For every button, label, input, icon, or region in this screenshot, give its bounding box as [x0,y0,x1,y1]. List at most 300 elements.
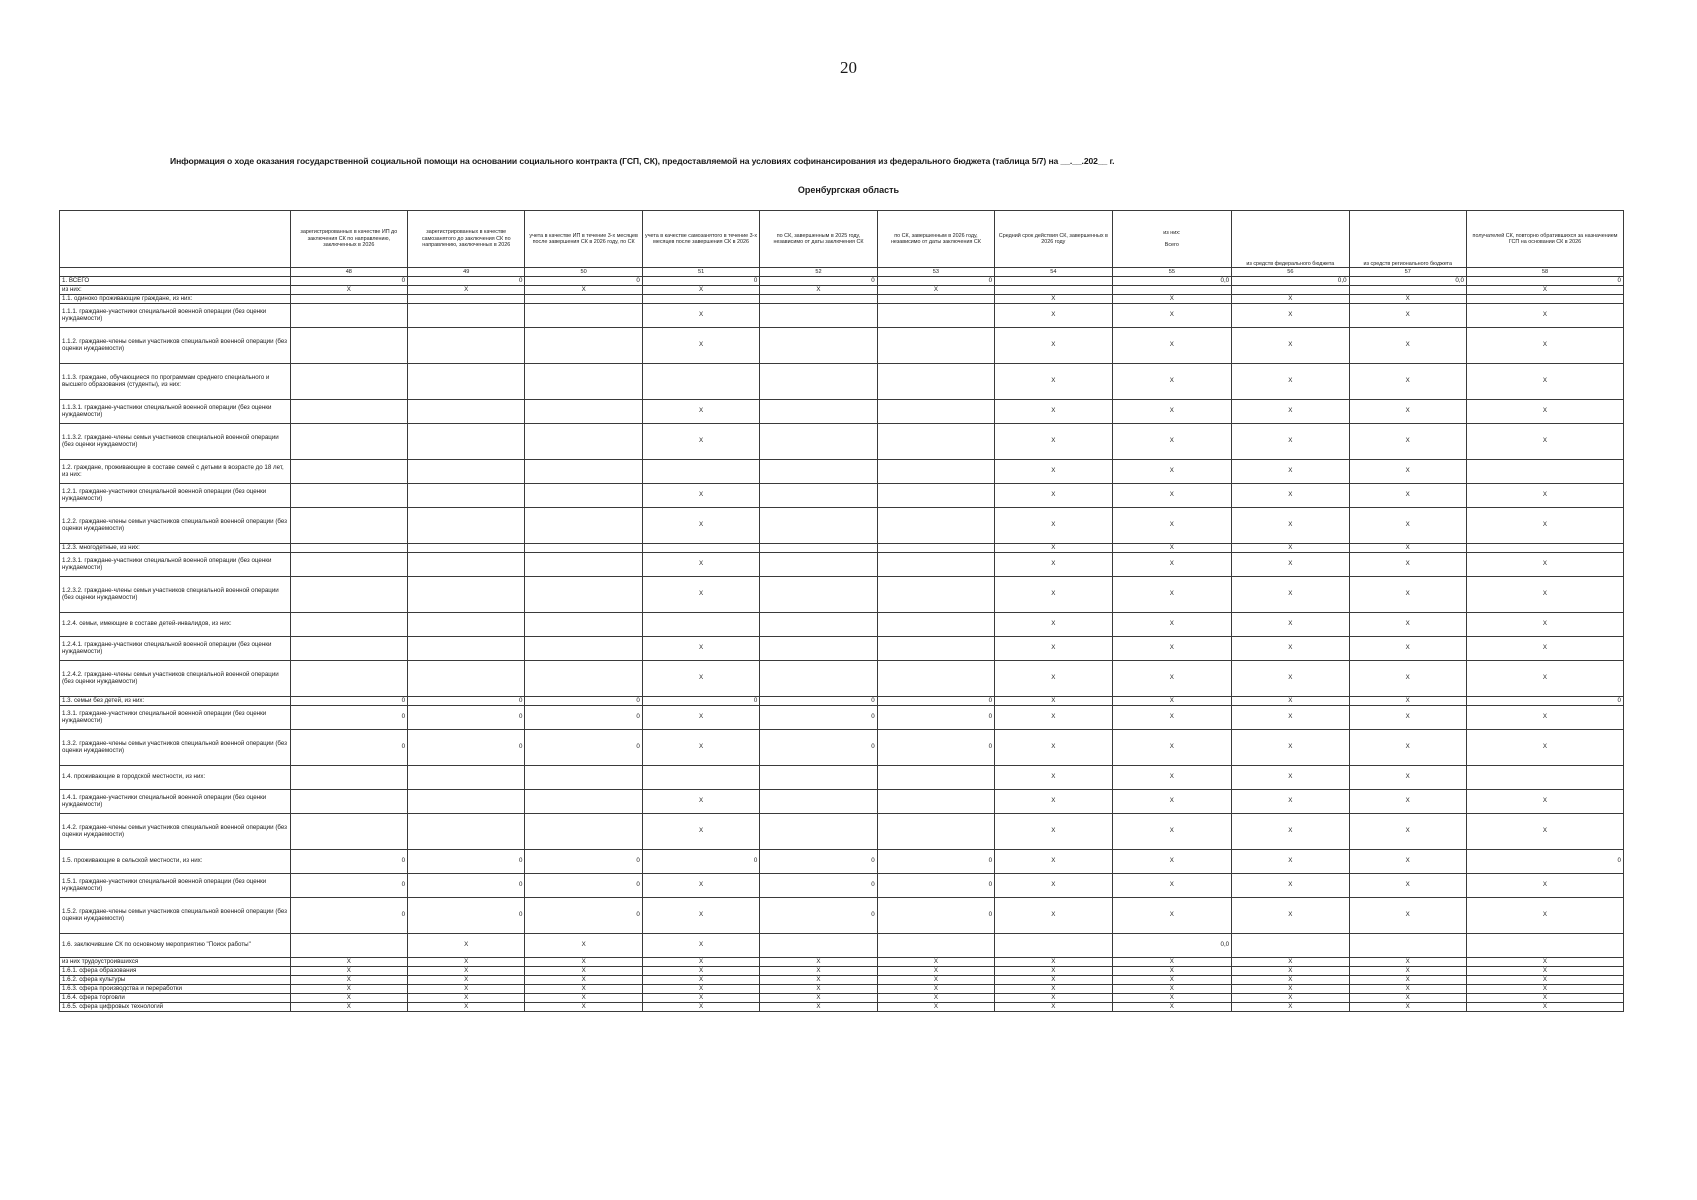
table-cell [525,766,642,790]
table-cell: X [1112,364,1232,400]
table-cell: X [1349,508,1466,544]
table-cell [408,553,525,577]
table-row [60,661,1624,697]
table-cell: X [1232,364,1349,400]
row-label: 1.1.2. граждане-члены семьи участников специальной военной операции (без оценки нуждаемости) [60,328,291,364]
table-cell: X [1112,958,1232,967]
table-cell [760,460,877,484]
table-cell: 0 [1466,697,1623,706]
table-cell: X [1466,1003,1623,1012]
table-cell [408,304,525,328]
table-cell: X [1466,400,1623,424]
table-cell: X [1349,994,1466,1003]
table-cell: X [642,730,759,766]
table-cell: X [525,958,642,967]
table-cell: X [408,286,525,295]
table-cell: X [642,577,759,613]
table-cell: X [995,553,1112,577]
row-label: 1.1.3.2. граждане-члены семьи участников специальной военной операции (без оценки нуждаемости) [60,424,291,460]
table-row [60,613,1624,637]
table-cell: 0 [642,277,759,286]
table-cell [290,613,407,637]
table-cell [290,544,407,553]
table-cell: X [1232,661,1349,697]
table-cell [877,424,994,460]
table-cell: 0 [642,697,759,706]
table-cell: X [995,613,1112,637]
table-cell [642,766,759,790]
col-number: 58 [1466,268,1623,277]
table-cell: X [760,286,877,295]
table-cell [290,484,407,508]
table-cell [408,766,525,790]
table-cell: X [1466,424,1623,460]
table-cell [525,328,642,364]
table-cell: X [642,553,759,577]
header-col-51: учета в качестве самозанятого в течение 3-х месяцев после завершения СК в 2026 [642,211,759,268]
table-cell: X [995,637,1112,661]
col-number: 57 [1349,268,1466,277]
table-cell [995,277,1112,286]
table-cell [760,934,877,958]
table-cell: X [1466,613,1623,637]
table-cell: X [1349,577,1466,613]
header-blank [60,211,291,268]
table-cell: X [1466,790,1623,814]
table-cell: 0 [408,697,525,706]
table-cell [877,304,994,328]
table-cell [760,577,877,613]
table-cell: X [1349,898,1466,934]
table-cell: X [642,976,759,985]
table-cell: X [1112,994,1232,1003]
table-cell: X [1349,544,1466,553]
table-cell: X [1349,295,1466,304]
table-cell [408,544,525,553]
table-cell: X [995,850,1112,874]
table-cell: X [1232,697,1349,706]
table-cell [760,790,877,814]
row-label: 1.6.2. сфера культуры [60,976,291,985]
table-cell: X [1112,484,1232,508]
table-row [60,874,1624,898]
table-cell [877,577,994,613]
table-cell: X [1112,985,1232,994]
table-cell: 0 [290,874,407,898]
table-cell: X [1232,553,1349,577]
table-cell: 0 [525,850,642,874]
table-cell [877,508,994,544]
table-cell: X [525,1003,642,1012]
table-cell: X [995,874,1112,898]
table-row [60,544,1624,553]
table-cell: X [1232,577,1349,613]
table-cell [408,613,525,637]
table-cell: X [995,424,1112,460]
table-cell: X [1112,730,1232,766]
table-cell: X [642,637,759,661]
table-cell: X [642,706,759,730]
col-number: 51 [642,268,759,277]
table-cell: X [1466,985,1623,994]
table-cell: X [1349,814,1466,850]
table-row [60,934,1624,958]
table-cell: X [995,544,1112,553]
table-cell: X [1112,328,1232,364]
table-cell: X [995,577,1112,613]
table-cell: X [1232,967,1349,976]
table-row [60,400,1624,424]
table-cell [877,484,994,508]
table-cell: X [1112,874,1232,898]
table-cell: 0 [525,898,642,934]
table-cell [642,295,759,304]
table-cell: 0 [877,277,994,286]
table-cell: 0 [877,706,994,730]
table-cell [408,814,525,850]
table-cell [290,934,407,958]
table-cell: X [760,976,877,985]
table-cell: X [1232,400,1349,424]
header-group-label: из них: [1163,229,1181,236]
table-cell [877,553,994,577]
column-number-row [60,268,1624,277]
table-cell [290,304,407,328]
table-cell [525,577,642,613]
row-label: 1.4.2. граждане-члены семьи участников специальной военной операции (без оценки нуждаемости) [60,814,291,850]
table-row [60,958,1624,967]
table-cell: X [1349,553,1466,577]
table-cell: X [1466,637,1623,661]
table-cell: X [642,985,759,994]
table-cell: X [995,994,1112,1003]
table-cell [525,460,642,484]
table-cell: X [1232,637,1349,661]
table-cell: X [995,730,1112,766]
table-cell [760,613,877,637]
table-cell: X [1466,553,1623,577]
row-label: 1.1.1. граждане-участники специальной военной операции (без оценки нуждаемости) [60,304,291,328]
table-cell: X [290,958,407,967]
table-cell [290,508,407,544]
header-col-54: Средний срок действия СК, завершенных в 2026 году [995,211,1112,268]
table-cell [525,613,642,637]
table-cell: X [1466,577,1623,613]
table-cell: X [995,295,1112,304]
table-cell: X [408,1003,525,1012]
table-cell [408,577,525,613]
row-label: 1.2.4.2. граждане-члены семьи участников специальной военной операции (без оценки нуждаемости) [60,661,291,697]
table-row [60,790,1624,814]
table-row [60,286,1624,295]
table-cell: X [1112,637,1232,661]
col-number: 50 [525,268,642,277]
table-cell: 0,0 [1232,277,1349,286]
table-cell: 0 [877,850,994,874]
table-cell: X [1232,328,1349,364]
table-cell: X [995,958,1112,967]
region-name: Оренбургская область [797,185,900,195]
table-cell [995,934,1112,958]
table-cell: X [1466,328,1623,364]
table-cell: X [1232,544,1349,553]
row-label: 1.6.1. сфера образования [60,967,291,976]
table-cell: 0 [877,898,994,934]
table-cell: X [642,898,759,934]
table-cell: 0 [877,730,994,766]
table-cell: X [1112,400,1232,424]
table-cell: X [1232,790,1349,814]
table-cell: 0 [525,730,642,766]
table-cell: X [995,766,1112,790]
table-cell: X [995,460,1112,484]
table-cell: X [1349,424,1466,460]
table-cell [290,364,407,400]
table-cell [408,364,525,400]
table-cell: X [525,976,642,985]
table-cell: X [1112,976,1232,985]
table-cell: 0 [760,706,877,730]
table-cell: X [760,985,877,994]
table-cell: X [1349,985,1466,994]
table-cell: X [1112,577,1232,613]
table-cell: 0 [408,277,525,286]
table-body [60,277,1624,1012]
table-cell: X [642,328,759,364]
row-label: 1. ВСЕГО [60,277,291,286]
col-number: 56 [1232,268,1349,277]
header-col-56: из средств федерального бюджета [1232,211,1349,268]
row-label: 1.2.3. многодетные, из них: [60,544,291,553]
table-row [60,814,1624,850]
table-cell: X [995,304,1112,328]
table-row [60,460,1624,484]
table-cell [525,790,642,814]
table-cell: X [1232,958,1349,967]
table-cell [408,508,525,544]
table-row [60,508,1624,544]
table-cell [525,424,642,460]
table-cell: X [642,967,759,976]
row-label: 1.4. проживающие в городской местности, из них: [60,766,291,790]
table-cell: X [995,364,1112,400]
header-col-58: получателей СК, повторно обратившихся за назначением ГСП на основании СК в 2026 [1466,211,1623,268]
table-cell: X [1232,304,1349,328]
table-cell [642,364,759,400]
table-cell: X [1466,898,1623,934]
table-cell: X [642,304,759,328]
table-cell: X [1112,424,1232,460]
table-cell: X [1112,697,1232,706]
table-cell [877,364,994,400]
table-cell: X [290,286,407,295]
table-cell [760,364,877,400]
table-cell [877,934,994,958]
table-cell: 0 [1466,277,1623,286]
table-row [60,553,1624,577]
table-cell [525,304,642,328]
table-cell: X [995,1003,1112,1012]
table-cell: X [1349,328,1466,364]
table-cell: X [995,706,1112,730]
table-cell: X [1466,994,1623,1003]
table-row [60,364,1624,400]
table-cell: 0 [525,277,642,286]
header-col-48: зарегистрированных в качестве ИП до заключения СК по направлению, заключенных в 2026 [290,211,407,268]
col-number: 53 [877,268,994,277]
table-cell: X [995,898,1112,934]
table-cell: X [1232,1003,1349,1012]
table-row [60,985,1624,994]
table-cell: X [995,508,1112,544]
page-number: 20 [840,58,857,77]
table-cell: X [1349,976,1466,985]
table-cell [290,400,407,424]
table-cell: X [1349,613,1466,637]
table-cell: X [1349,637,1466,661]
table-cell [290,460,407,484]
table-cell [408,400,525,424]
table-cell: 0 [525,706,642,730]
table-cell: 0 [290,277,407,286]
table-cell [877,814,994,850]
table-cell [877,544,994,553]
table-cell: 0,0 [1112,934,1232,958]
table-cell: 0 [760,874,877,898]
table-cell: X [1112,544,1232,553]
table-cell [290,328,407,364]
table-cell: X [1232,985,1349,994]
table-cell: 0 [760,850,877,874]
table-cell: 0 [408,898,525,934]
table-cell: X [1466,364,1623,400]
table-row [60,766,1624,790]
table-cell: X [1349,460,1466,484]
table-cell: X [642,958,759,967]
row-label: 1.5.1. граждане-участники специальной военной операции (без оценки нуждаемости) [60,874,291,898]
table-cell: X [1112,304,1232,328]
table-cell [760,553,877,577]
table-cell: X [525,934,642,958]
table-cell: X [1349,661,1466,697]
table-cell [1349,934,1466,958]
table-cell [525,553,642,577]
table-cell: 0 [642,850,759,874]
table-cell: X [1466,508,1623,544]
table-cell: X [995,985,1112,994]
table-cell: X [642,400,759,424]
table-cell: 0 [877,874,994,898]
table-cell: X [1232,814,1349,850]
table-cell [1466,934,1623,958]
table-cell: 0 [408,874,525,898]
table-cell: X [1466,286,1623,295]
table-cell: X [1232,460,1349,484]
table-cell [877,661,994,697]
table-cell [290,766,407,790]
table-cell: X [995,484,1112,508]
table-cell: X [1232,706,1349,730]
table-cell: X [995,400,1112,424]
row-label: 1.2.4. семьи, имеющие в составе детей-инвалидов, из них: [60,613,291,637]
table-cell: X [760,967,877,976]
table-cell: X [760,958,877,967]
table-cell: X [290,976,407,985]
table-cell: X [1349,364,1466,400]
table-cell: 0 [760,697,877,706]
table-cell [290,790,407,814]
table-cell: 0 [290,898,407,934]
table-cell: X [1349,1003,1466,1012]
table-cell: X [1466,958,1623,967]
table-cell: X [1112,766,1232,790]
table-cell: 0 [290,730,407,766]
col-number: 49 [408,268,525,277]
table-cell [877,613,994,637]
table-cell: X [642,424,759,460]
table-cell: X [1349,730,1466,766]
table-cell [760,814,877,850]
table-cell: X [1112,850,1232,874]
table-row [60,484,1624,508]
table-header [60,211,1624,277]
table-cell: X [995,661,1112,697]
table-cell [1466,460,1623,484]
table-cell: X [408,958,525,967]
table-cell: X [1466,976,1623,985]
table-cell: 0 [760,898,877,934]
table-cell: 0 [525,874,642,898]
table-cell: X [1349,790,1466,814]
table-cell [760,304,877,328]
table-cell: X [877,967,994,976]
table-row [60,328,1624,364]
table-cell: X [408,967,525,976]
table-cell [408,328,525,364]
table-row [60,898,1624,934]
table-cell: 0 [525,697,642,706]
table-cell: X [760,994,877,1003]
table-cell: X [1232,424,1349,460]
row-label: 1.3.2. граждане-члены семьи участников специальной военной операции (без оценки нуждаемости) [60,730,291,766]
table-cell [760,637,877,661]
table-cell [290,553,407,577]
table-cell: X [1349,967,1466,976]
table-cell [1466,766,1623,790]
row-label: 1.6.3. сфера производства и переработки [60,985,291,994]
table-cell: X [1349,874,1466,898]
table-cell: X [1466,304,1623,328]
table-cell: X [1466,661,1623,697]
table-cell: X [1232,295,1349,304]
table-cell: X [1232,898,1349,934]
table-cell: X [290,994,407,1003]
table-cell: X [995,976,1112,985]
table-cell: X [642,814,759,850]
table-row [60,697,1624,706]
table-cell: X [408,934,525,958]
report-table [59,210,1624,1012]
table-cell [877,790,994,814]
table-cell: X [642,790,759,814]
table-row [60,967,1624,976]
table-cell: 0 [877,697,994,706]
table-cell [290,661,407,697]
col-number: 52 [760,268,877,277]
table-cell [408,661,525,697]
table-cell: X [1232,730,1349,766]
table-cell: X [995,697,1112,706]
